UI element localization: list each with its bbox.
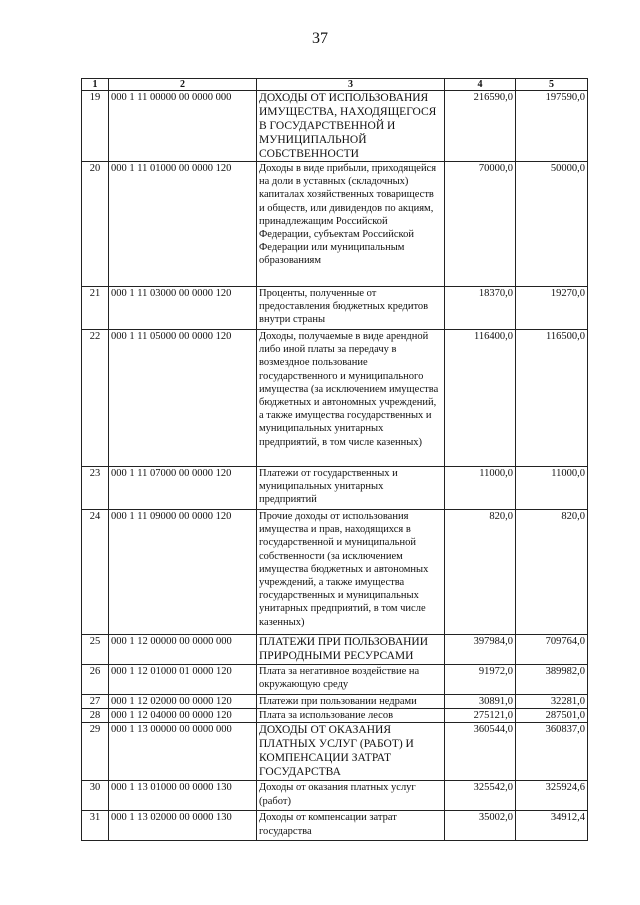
value-col-5: 116500,0 (516, 330, 588, 467)
row-number: 25 (82, 635, 109, 665)
value-col-5: 34912,4 (516, 811, 588, 841)
value-col-5: 19270,0 (516, 287, 588, 330)
budget-code: 000 1 13 00000 00 0000 000 (109, 723, 257, 781)
table-row (82, 162, 588, 287)
revenue-name: ДОХОДЫ ОТ ОКАЗАНИЯ ПЛАТНЫХ УСЛУГ (РАБОТ) И КОМПЕНСАЦИИ ЗАТРАТ ГОСУДАРСТВА (257, 723, 445, 781)
budget-code: 000 1 11 09000 00 0000 120 (109, 510, 257, 635)
budget-code: 000 1 11 00000 00 0000 000 (109, 91, 257, 162)
value-col-4: 116400,0 (445, 330, 516, 467)
value-col-4: 275121,0 (445, 709, 516, 723)
budget-code: 000 1 11 07000 00 0000 120 (109, 467, 257, 510)
revenue-name: Доходы от компенсации затрат государства (257, 811, 445, 841)
value-col-4: 397984,0 (445, 635, 516, 665)
revenue-name: Платежи при пользовании недрами (257, 695, 445, 709)
column-header: 3 (257, 79, 445, 91)
table-row (82, 709, 588, 723)
row-number: 31 (82, 811, 109, 841)
row-number: 27 (82, 695, 109, 709)
table-row (82, 467, 588, 510)
value-col-5: 820,0 (516, 510, 588, 635)
value-col-4: 11000,0 (445, 467, 516, 510)
row-number: 20 (82, 162, 109, 287)
table-row (82, 811, 588, 841)
value-col-4: 70000,0 (445, 162, 516, 287)
row-number: 26 (82, 665, 109, 695)
column-header: 5 (516, 79, 588, 91)
revenue-name: ПЛАТЕЖИ ПРИ ПОЛЬЗОВАНИИ ПРИРОДНЫМИ РЕСУРСАМИ (257, 635, 445, 665)
table-row (82, 695, 588, 709)
value-col-5: 389982,0 (516, 665, 588, 695)
value-col-5: 50000,0 (516, 162, 588, 287)
revenue-name: Доходы от оказания платных услуг (работ) (257, 781, 445, 811)
value-col-4: 18370,0 (445, 287, 516, 330)
revenue-name: Прочие доходы от использования имущества и прав, находящихся в государственной и муниципальной собственности (за исключением имущества бюджетных и автономных учреждений, а также имущества государственных и муниципальных унитарных предприятий, в том числе казенных) (257, 510, 445, 635)
value-col-5: 325924,6 (516, 781, 588, 811)
table-row (82, 665, 588, 695)
budget-code: 000 1 13 01000 00 0000 130 (109, 781, 257, 811)
value-col-4: 35002,0 (445, 811, 516, 841)
revenue-name: Плата за негативное воздействие на окружающую среду (257, 665, 445, 695)
row-number: 21 (82, 287, 109, 330)
value-col-5: 287501,0 (516, 709, 588, 723)
column-header: 1 (82, 79, 109, 91)
row-number: 22 (82, 330, 109, 467)
column-header: 2 (109, 79, 257, 91)
revenue-name: Проценты, полученные от предоставления бюджетных кредитов внутри страны (257, 287, 445, 330)
budget-code: 000 1 11 01000 00 0000 120 (109, 162, 257, 287)
budget-code: 000 1 13 02000 00 0000 130 (109, 811, 257, 841)
budget-code: 000 1 12 02000 00 0000 120 (109, 695, 257, 709)
table-row (82, 91, 588, 162)
row-number: 23 (82, 467, 109, 510)
column-header: 4 (445, 79, 516, 91)
page-number: 37 (312, 30, 328, 47)
table-row (82, 781, 588, 811)
budget-code: 000 1 12 01000 01 0000 120 (109, 665, 257, 695)
value-col-5: 197590,0 (516, 91, 588, 162)
value-col-4: 91972,0 (445, 665, 516, 695)
table-row (82, 723, 588, 781)
table-row (82, 330, 588, 467)
revenue-name: Плата за использование лесов (257, 709, 445, 723)
table-row (82, 287, 588, 330)
value-col-5: 32281,0 (516, 695, 588, 709)
budget-code: 000 1 11 03000 00 0000 120 (109, 287, 257, 330)
row-number: 19 (82, 91, 109, 162)
budget-code: 000 1 12 04000 00 0000 120 (109, 709, 257, 723)
budget-code: 000 1 12 00000 00 0000 000 (109, 635, 257, 665)
value-col-4: 30891,0 (445, 695, 516, 709)
row-number: 29 (82, 723, 109, 781)
value-col-4: 216590,0 (445, 91, 516, 162)
value-col-4: 325542,0 (445, 781, 516, 811)
revenue-name: Платежи от государственных и муниципальных унитарных предприятий (257, 467, 445, 510)
value-col-5: 11000,0 (516, 467, 588, 510)
budget-code: 000 1 11 05000 00 0000 120 (109, 330, 257, 467)
value-col-5: 360837,0 (516, 723, 588, 781)
table-row (82, 510, 588, 635)
value-col-5: 709764,0 (516, 635, 588, 665)
table-header-row (82, 79, 588, 91)
revenue-table (81, 78, 588, 841)
revenue-name: Доходы в виде прибыли, приходящейся на доли в уставных (складочных) капиталах хозяйственных товариществ и обществ, или дивидендов по акциям, принадлежащим Российской Федерации, субъектам Российской Федерации или муниципальным образованиям (257, 162, 445, 287)
row-number: 24 (82, 510, 109, 635)
revenue-name: ДОХОДЫ ОТ ИСПОЛЬЗОВАНИЯ ИМУЩЕСТВА, НАХОДЯЩЕГОСЯ В ГОСУДАРСТВЕННОЙ И МУНИЦИПАЛЬНОЙ СОБСТВЕННОСТИ (257, 91, 445, 162)
row-number: 28 (82, 709, 109, 723)
value-col-4: 820,0 (445, 510, 516, 635)
revenue-name: Доходы, получаемые в виде арендной либо иной платы за передачу в возмездное пользование государственного и муниципального имущества (за исключением имущества бюджетных и автономных учреждений, а также имущества государственных и муниципальных унитарных предприятий, в том числе казенных) (257, 330, 445, 467)
row-number: 30 (82, 781, 109, 811)
table-row (82, 635, 588, 665)
value-col-4: 360544,0 (445, 723, 516, 781)
